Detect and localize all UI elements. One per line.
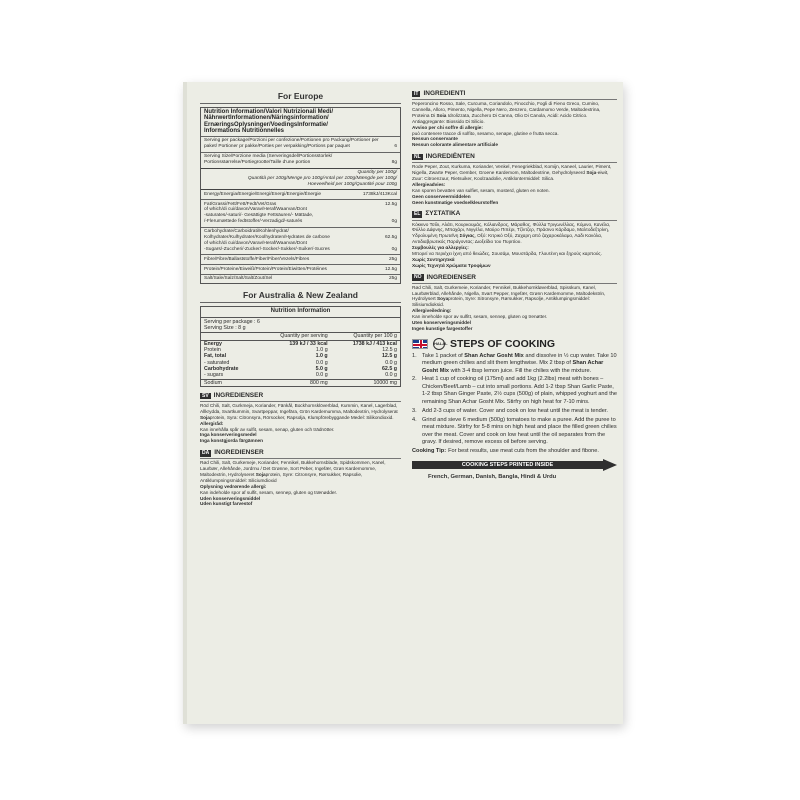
cooking-tip: Cooking Tip: For best results, use meat cuts from the shoulder and fibone.	[412, 447, 599, 454]
carbohydrate-row: Carbohydrate/Carboidrati/Kohlenhydrat/ Kolhydrater/Kulhydrater/Koolhydraten/Hydrates de carbone 62.5g	[204, 229, 397, 241]
table-row: Sodium 800 mg 10000 mg	[201, 379, 400, 386]
right-column	[412, 82, 617, 724]
table-row: - saturated 0.0 g 0.0 g	[204, 359, 397, 366]
anz-servings: Serving per package : 6	[204, 318, 260, 325]
anz-title: For Australia & New Zealand	[243, 290, 358, 301]
table-row: Carbohydrate 5.0 g 62.5 g	[204, 365, 397, 372]
uk-flag-icon	[412, 339, 428, 349]
sugars-row: of which/di cui/davon/Varav/Heraf/Waarvan/Dont -Sugars/-Zuccheri/-Zucker/-Socker/-Sukker/-Suiker/-Sucres 0g	[204, 240, 397, 252]
lang-block-it: IT INGREDIENTI Peperoncino Rosso, Sale, Curcuma, Coriandolo, Finocchio, Fogli di Fieno Greco, Cumino, Cannella, Alloro, Pimento, Nigella, Pepe Nero, Zenzero, Cardamomo Verde, Maltodextrina, Proteina Di Soia Idrolizzata, Zucchero Di Canna, Olio Di Canola, Acidi: Acido Citrico. Antiaggregante: Biossido Di Silicio. Avviso per chi soffre di allergie: può contenere tracce di solfito, sesamo, senape, glutine e frutta secca. Nessun conservante Nessun colorante alimentare artificiale	[412, 90, 617, 148]
anz-table	[201, 332, 400, 386]
per-package-row: Serving per package/Porzioni per confezione/Portionen pro Packung/Portioner per paket/ Portioner pr pakke/Porties per verpakking/Portions par paquet 6	[204, 138, 397, 150]
energy-row: Energy/Energia/Energie/Energi/Energi/Energie/Énergie 1738kJ/413Kcal	[204, 191, 397, 197]
left-column	[200, 82, 401, 724]
steps-title: STEPS OF COOKING	[450, 337, 556, 350]
table-row: Fat, total 1.0 g 12.5 g	[204, 353, 397, 360]
anz-serving-size: Serving Size : 8 g	[204, 324, 246, 331]
fat-row: Fat/Grassi/Fett/Fett/Fedt/Vet/Gras 12.5g	[204, 201, 397, 207]
lang-block-nl: NL INGREDIËNTEN Rode Peper, Zout, Kurkuma, Koriander, Venkel, Fenegriekblad, Komijn, Kaneel, Laurier, Piment, Nigella, Zwarte Peper, Gember, Groene Kardemom, Maltodextrine, Gehydrolyseerd Soja-eiwit, Zuur: Citroenzuur, Rietsuiker, Koolzaadolie, Antiklontermiddel: Silica. Allergieadvies: Kan sporen bevatten van sulfiet, sesam, mosterd, gluten en noten. Geen conserveermiddelen Geen kunstmatige voedselkleurstoffen	[412, 153, 617, 205]
list-item: 3. Add 2-3 cups of water. Cover and cook on low heat until the meat is tender.	[412, 407, 608, 414]
divider	[200, 103, 401, 104]
protein-row: Protein/Proteine/Eiweiß/Protein/Protein/Eiwitten/Protéines 12.5g	[204, 266, 397, 272]
table-row: Protein 1.0 g 12.5 g	[204, 346, 397, 353]
inside-languages: French, German, Danish, Bangla, Hindi & Urdu	[428, 474, 557, 481]
anz-table-title: Nutrition Information	[201, 307, 400, 317]
divider	[200, 302, 401, 303]
anz-table-body	[201, 340, 400, 386]
product-box-back	[183, 82, 623, 724]
europe-table-heading: Nutrition Information/Valori Nutrizionali Medi/ NährwertInformationen/Näringsinformation/ ErnæringsOplysninger/VoedingsInformatie/ Informations Nutritionnelles	[204, 109, 333, 135]
europe-nutrition-table	[200, 107, 401, 284]
steps-inside-banner: COOKING STEPS PRINTED INSIDE	[412, 459, 617, 471]
arrow-right-icon	[603, 459, 617, 471]
table-row: - sugars 0.0 g 0.0 g	[204, 372, 397, 379]
list-item: 4. Grind and sieve 6 medium (500g) tomatoes to make a puree. Add the puree to meat mixture. Stirfry for 5-8 mins on high heat and place the filled green chilies over the meat. Cover and cook on low heat until the oil separates from the gravy. If desired, remove excess oil before serving.	[412, 416, 617, 445]
table-row: Energy 139 kJ / 33 kcal 1738 kJ / 413 kcal	[204, 340, 397, 347]
anz-col-serving: Quantity per serving	[257, 333, 331, 340]
anz-nutrition-table	[200, 306, 401, 387]
qty-per-100g-header: Quantity per 100g/ Quantità per 100g/Menge pro 100g/Antal per 100g/Mængde per 100g/ Hoeveelheid per 100g/Quantité pour 100g	[247, 170, 397, 187]
anz-col-100g: Quantity per 100 g	[331, 333, 400, 340]
steps-header	[412, 338, 617, 350]
serving-size-row: Serving Size/Porzione media (Serveringsdel/Portionsstorlek/ Portionsstørrelse/Portiegrootte/Taille d'une portion 8g	[204, 154, 397, 166]
salt-row: Salt/Sale/Salz/Salt/Salt/Zout/Sel 25g	[204, 276, 397, 282]
list-item: 2. Heat 1 cup of cooking oil (175ml) and add 1kg (2.2lbs) meat with bones – Chicken/Beef/Lamb – cut into small portions. Add 1-2 tbsp Shan Garlic Paste, 1-2 tbsp Shan Ginger Paste, 2½ cups (500g) of plain, whipped yoghurt and the remaining Shan Achar Gosht Mix. Stirfry on high heat for 7-10 mins.	[412, 376, 617, 405]
steps-list	[412, 353, 617, 447]
fibre-row: Fibre/Fibre/Ballaststoffe/Fiber/Fiber/Vezels/Fibres 25g	[204, 256, 397, 262]
halal-icon: HALAL	[433, 338, 445, 350]
lang-block-da: DA INGREDIENSER Rød Chili, Salt, Gurkemeje, Koriander, Fennikel, Bukkehornsblade, Spidskommen, Kanel, Laurbær, Allehånde, Jordrnu / Det Grønne, Sort Peber, Ingefær, Grøn Kardemomme, Maltodextrin, Hydrolyseret Sojaprotein, Syre: Citronsyre, Rørsukker, Rapsolie, Antiklumpningsmiddel: Siliciumdioxid Oplysning vedrørende allergi: Kan indeholde spor af sulfit, sesam, sennep, gluten og trænødder. Uden konserveringsmiddel Uden kunstigt farvestof	[200, 449, 401, 507]
lang-block-no: NO INGREDIENSER Rød Chili, Salt, Gurkemeie, Koriander, Fennikel, Bukkehornkløverblad, Spisskum, Kanel, Laurbærblad, Allehånde, Nigella, Svart Pepper, Ingefær, Grønn Kardemomme, Maltodekstrin, Hydrolysert Soyaprotein, Syre: Sitronsyre, Rørsukker, Rapsolje, Antiklumpingsmiddel: Silisiumdioksid. Allergiveiledning: Kan inneholde spor av sulfitt, sesam, sennep, gluten og trenøtter. Uten konserveringsmiddel Ingen kunstige fargestoffer	[412, 274, 617, 332]
europe-title: For Europe	[277, 91, 324, 101]
saturates-row: of which/di cui/davon/Varav/Heraf/Waarvan/Dont -saturates/-saturi/- Gesättigte Fettsäuren/- Mättade, /-Flerumættede fedtstoffer/-Verzadigd/-saturés 0g	[204, 207, 397, 225]
list-item: 1. Take 1 packet of Shan Achar Gosht Mix and dissolve in ½ cup water. Take 10 medium green chilies and slit them lengthwise. Mix 2 tbsp of Shan Achar Gosht Mix with 3-4 tbsp lemon juice. Fill the chilies with the mixture.	[412, 352, 617, 374]
lang-block-el: EL ΣΥΣΤΑΤΙΚΑ Κόκκινο Τσίλι, Αλάτι, Κουρκουμάς, Κόλιανδρος, Μάραθος, Φύλλα Τριγωνέλλας, Κύμινο, Κανέλα, Φύλλο Δάφνης, Μπαχάρι, Νιγγέλα, Μαύρο Πιπέρι, Τζίντζερ, Πράσινο Κάρδαμο, Μαλτοδεξτρίνη, Υδρολυμένη Πρωτεΐνη Σόγιας, Οξύ: Κιτρικό Οξύ, Ζαχαρη από ζαχαροκάλαμο, Λαδι Κανόλα, Αντιδιαβρωτικός Παράγοντας: Διοξείδιο του Πυριτίου. Συμβουλές για αλλεργίες: Μπορεί να περιέχει ίχνη από θειώδες, Σουσάμι, Μουστάρδα, Γλουτένη και ξηρούς καρπούς. Χωρίς Συντηρητικά Χωρίς Τεχνητά Χρώματα Τροφίμων	[412, 210, 617, 268]
lang-block-sv: SV INGREDIENSER Röd Chili, Salt, Gurkmeja, Koriander, Fänkål, Bockhornsklöverblad, Kummin, Kanel, Lagerblad, Allkrydda, Svartkummin, Svartpeppar, Ingefära, Grön Kardemumma, Maltodextrin, Hydrolyserat Sojaprotein, Syra: Citronsyra, Rörsocker, Rapsolja, Klumpförebyggande Medel: Silikondioxid. Allergiråd: Kan innehålla spår av sulfit, sesam, senap, gluten och trädnötter. Inga konserveringsmedel Inga konstgjorda färgämnen	[200, 392, 401, 444]
